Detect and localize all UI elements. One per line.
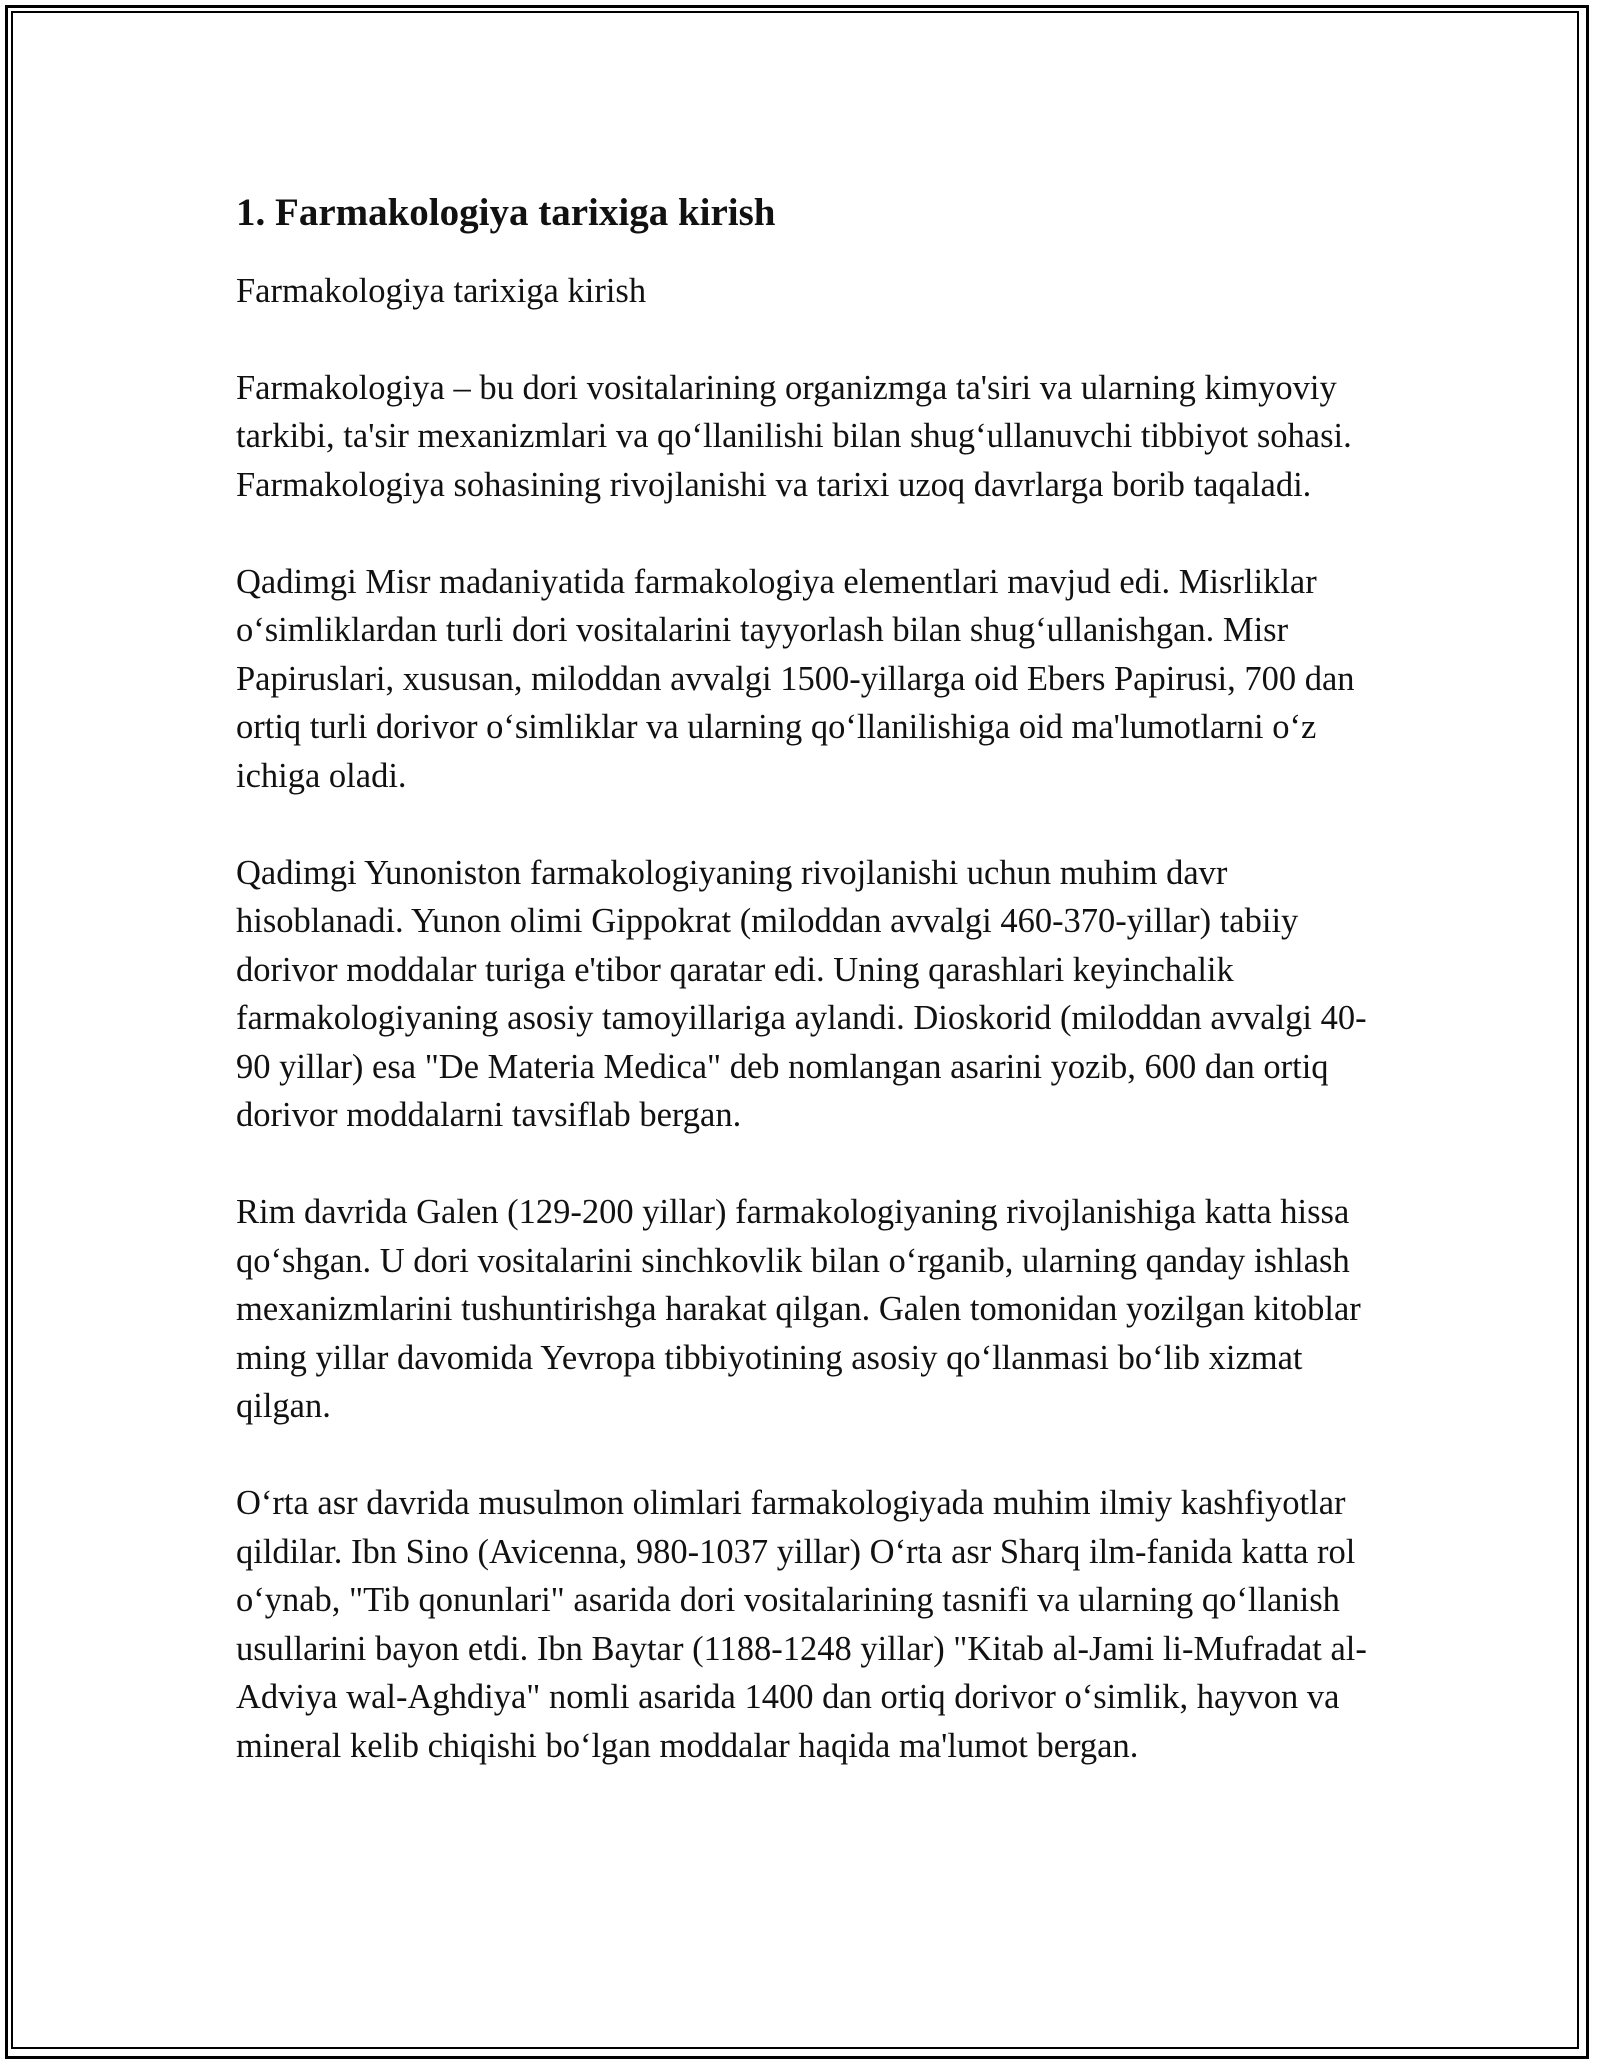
document-subtitle: Farmakologiya tarixiga kirish [236,272,647,310]
paragraph-definition: Farmakologiya – bu dori vositalarining organizmga ta'siri va ularning kimyoviy tarkibi, ta'sir mexanizmlari va qo‘llanilishi bilan shug‘ullanuvchi tibbiyot sohasi. Farmakologiya sohasining rivojlanishi va tarixi uzoq davrlarga borib taqaladi. [236,368,1352,504]
paragraph-greece: Qadimgi Yunoniston farmakologiyaning rivojlanishi uchun muhim davr hisoblanadi. Yunon olimi Gippokrat (miloddan avvalgi 460-370-yillar) tabiiy dorivor moddalar turiga e'tibor qaratar edi. Uning qarashlari keyinchalik farmakologiyaning asosiy tamoyillariga aylandi. Dioskorid (miloddan avvalgi 40-90 yillar) esa "De Materia Medica" deb nomlangan asarini yozib, 600 dan ortiq dorivor moddalarni tavsiflab bergan. [236,853,1367,1134]
paragraph-middle-ages: O‘rta asr davrida musulmon olimlari farmakologiyada muhim ilmiy kashfiyotlar qildilar. Ibn Sino (Avicenna, 980-1037 yillar) O‘rta asr Sharq ilm-fanida katta rol o‘ynab, "Tib qonunlari" asarida dori vositalarining tasnifi va ularning qo‘llanish usullarini bayon etdi. Ibn Baytar (1188-1248 yillar) "Kitab al-Jami li-Mufradat al-Adviya wal-Aghdiya" nomli asarida 1400 dan ortiq dorivor o‘simlik, hayvon va mineral kelib chiqishi bo‘lgan moddalar haqida ma'lumot bergan. [236,1484,1367,1765]
paragraph-rome: Rim davrida Galen (129-200 yillar) farmakologiyaning rivojlanishiga katta hissa qo‘shgan. U dori vositalarini sinchkovlik bilan o‘rganib, ularning qanday ishlash mexanizmlarini tushuntirishga harakat qilgan. Galen tomonidan yozilgan kitoblar ming yillar davomida Yevropa tibbiyotining asosiy qo‘llanmasi bo‘lib xizmat qilgan. [236,1193,1361,1425]
document-body [236,186,1386,1819]
paragraph-egypt: Qadimgi Misr madaniyatida farmakologiya elementlari mavjud edi. Misrliklar o‘simliklardan turli dori vositalarini tayyorlash bilan shug‘ullanishgan. Misr Papiruslari, xususan, miloddan avvalgi 1500-yillarga oid Ebers Papirusi, 700 dan ortiq turli dorivor o‘simliklar va ularning qo‘llanilishiga oid ma'lumotlarni o‘z ichiga oladi. [236,562,1355,795]
document-heading: 1. Farmakologiya tarixiga kirish [236,191,776,234]
